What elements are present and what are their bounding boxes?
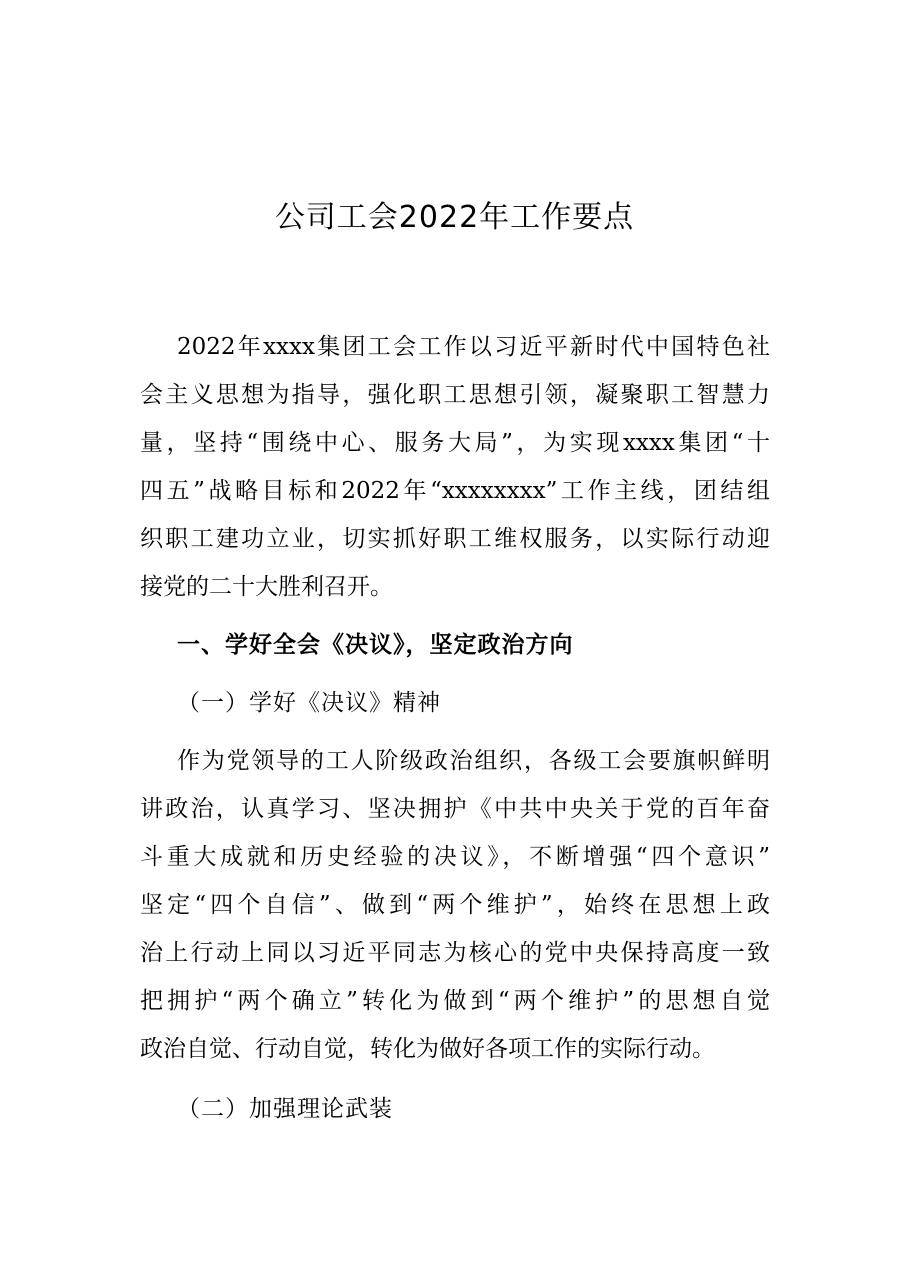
paragraph-line: 政治自觉、行动自觉，转化为做好各项工作的实际行动。 — [140, 1036, 715, 1062]
subsection-heading: （二）加强理论武装 — [177, 1096, 393, 1122]
document-title: 公司工会2022年工作要点 — [274, 200, 635, 235]
paragraph-line: 讲政治，认真学习、坚决拥护《中共中央关于党的百年奋 — [140, 796, 770, 822]
paragraph-line: 把拥护“两个确立”转化为做到“两个维护”的思想自觉 — [140, 988, 770, 1014]
paragraph-line: 量，坚持“围绕中心、服务大局”，为实现xxxx集团“十 — [140, 430, 770, 456]
paragraph-line: 四五”战略目标和2022年“xxxxxxxx”工作主线，团结组 — [140, 478, 770, 504]
paragraph-line: 会主义思想为指导，强化职工思想引领，凝聚职工智慧力 — [140, 382, 770, 408]
paragraph-line: 接党的二十大胜利召开。 — [140, 574, 393, 600]
paragraph-line: 2022年xxxx集团工会工作以习近平新时代中国特色社 — [177, 334, 770, 360]
paragraph-line: 织职工建功立业，切实抓好职工维权服务，以实际行动迎 — [140, 526, 770, 552]
paragraph-line: 作为党领导的工人阶级政治组织，各级工会要旗帜鲜明 — [177, 748, 770, 774]
paragraph-line: 治上行动上同以习近平同志为核心的党中央保持高度一致 — [140, 940, 770, 966]
section-heading: 一、学好全会《决议》，坚定政治方向 — [177, 632, 574, 658]
paragraph-line: 斗重大成就和历史经验的决议》，不断增强“四个意识” — [140, 844, 770, 870]
paragraph-line: 坚定“四个自信”、做到“两个维护”，始终在思想上政 — [140, 892, 770, 918]
subsection-heading: （一）学好《决议》精神 — [177, 690, 441, 716]
